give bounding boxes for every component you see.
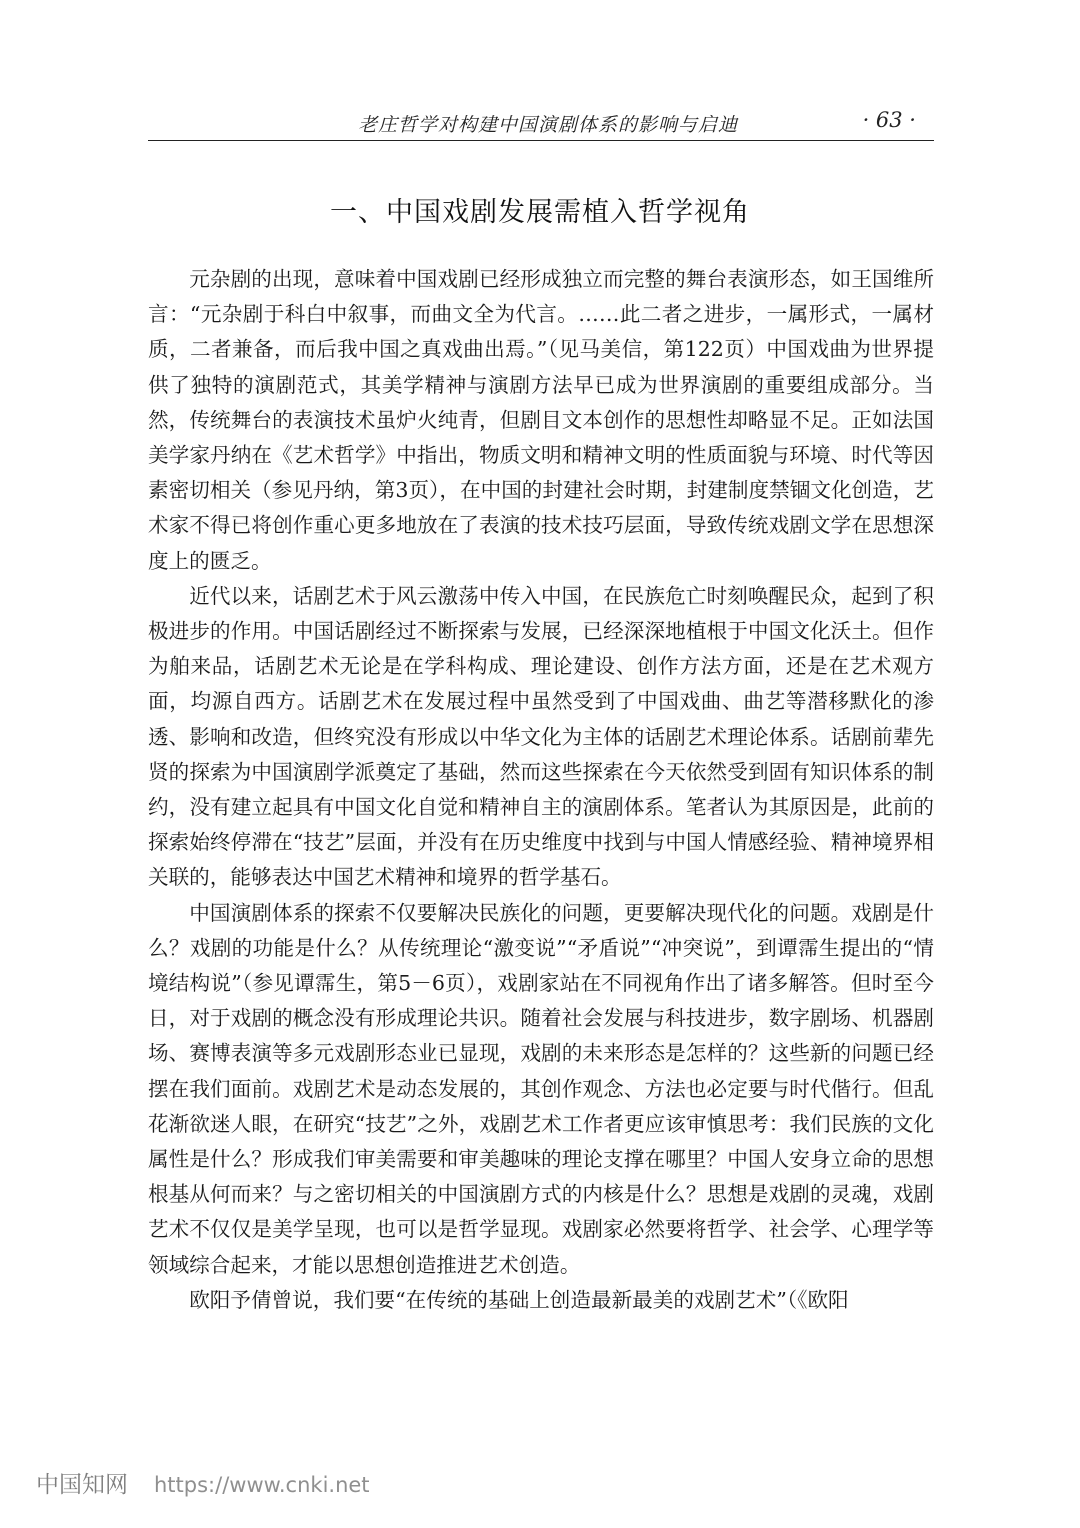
running-title: 老庄哲学对构建中国演剧体系的影响与启迪 xyxy=(358,114,739,136)
paragraph-4: 欧阳予倩曾说，我们要“在传统的基础上创造最新最美的戏剧艺术”（《欧阳 xyxy=(189,1287,849,1312)
watermark-url: https://www.cnki.net xyxy=(154,1473,370,1497)
watermark-brand: 中国知网 xyxy=(36,1472,128,1498)
running-header xyxy=(148,104,934,141)
body-text xyxy=(148,262,934,1318)
cnki-watermark xyxy=(36,1466,370,1499)
paragraph-1: 元杂剧的出现，意味着中国戏剧已经形成独立而完整的舞台表演形态，如王国维所言：“元杂剧于科白中叙事，而曲文全为代言。……此二者之进步，一属形式，一属材质，二者兼备，而后我中国之真戏曲出焉。”（见马美信，第122页）中国戏曲为世界提供了独特的演剧范式，其美学精神与演剧方法早已成为世界演剧的重要组成部分。当然，传统舞台的表演技术虽炉火纯青，但剧目文本创作的思想性却略显不足。正如法国美学家丹纳在《艺术哲学》中指出，物质文明和精神文明的性质面貌与环境、时代等因素密切相关（参见丹纳，第3页），在中国的封建社会时期，封建制度禁锢文化创造，艺术家不得已将创作重心更多地放在了表演的技术技巧层面，导致传统戏剧文学在思想深度上的匮乏。 xyxy=(148,267,934,573)
section-heading: 一、中国戏剧发展需植入哲学视角 xyxy=(330,197,750,228)
paragraph-3: 中国演剧体系的探索不仅要解决民族化的问题，更要解决现代化的问题。戏剧是什么？戏剧的功能是什么？从传统理论“激变说”“矛盾说”“冲突说”，到谭霈生提出的“情境结构说”（参见谭霈生，第5－6页），戏剧家站在不同视角作出了诸多解答。但时至今日，对于戏剧的概念没有形成理论共识。随着社会发展与科技进步，数字剧场、机器剧场、赛博表演等多元戏剧形态业已显现，戏剧的未来形态是怎样的？这些新的问题已经摆在我们面前。戏剧艺术是动态发展的，其创作观念、方法也必定要与时代偕行。但乱花渐欲迷人眼，在研究“技艺”之外，戏剧艺术工作者更应该审慎思考：我们民族的文化属性是什么？形成我们审美需要和审美趣味的理论支撑在哪里？中国人安身立命的思想根基从何而来？与之密切相关的中国演剧方式的内核是什么？思想是戏剧的灵魂，戏剧艺术不仅仅是美学呈现，也可以是哲学显现。戏剧家必然要将哲学、社会学、心理学等领域综合起来，才能以思想创造推进艺术创造。 xyxy=(148,900,934,1277)
paragraph-2: 近代以来，话剧艺术于风云激荡中传入中国，在民族危亡时刻唤醒民众，起到了积极进步的作用。中国话剧经过不断探索与发展，已经深深地植根于中国文化沃土。但作为舶来品，话剧艺术无论是在学科构成、理论建设、创作方法方面，还是在艺术观方面，均源自西方。话剧艺术在发展过程中虽然受到了中国戏曲、曲艺等潜移默化的渗透、影响和改造，但终究没有形成以中华文化为主体的话剧艺术理论体系。话剧前辈先贤的探索为中国演剧学派奠定了基础，然而这些探索在今天依然受到固有知识体系的制约，没有建立起具有中国文化自觉和精神自主的演剧体系。笔者认为其原因是，此前的探索始终停滞在“技艺”层面，并没有在历史维度中找到与中国人情感经验、精神境界相关联的，能够表达中国艺术精神和境界的哲学基石。 xyxy=(148,583,934,890)
page-number: · 63 · xyxy=(862,108,916,132)
